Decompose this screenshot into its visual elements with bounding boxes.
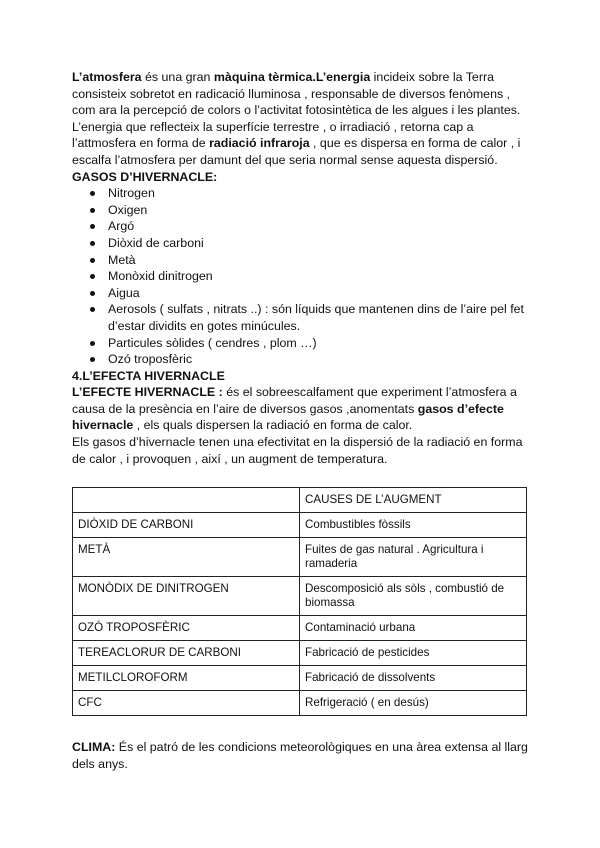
- section4-term: L’EFECTE HIVERNACLE :: [72, 385, 223, 400]
- table-row: [73, 513, 527, 538]
- list-item: Aigua: [90, 285, 534, 302]
- table-cell-cause: Fabricació de dissolvents: [300, 666, 527, 691]
- table-row: [73, 641, 527, 666]
- table-cell-gas: METÀ: [73, 538, 300, 577]
- clima-text: És el patró de les condicions meteorològiques en una àrea extensa al llarg dels anys.: [72, 740, 528, 771]
- section4-heading: 4.L’EFECTA HIVERNACLE: [72, 368, 225, 383]
- list-item: Metà: [90, 252, 534, 269]
- table-cell-gas: DIÒXID DE CARBONI: [73, 513, 300, 538]
- gases-list: [72, 185, 534, 368]
- table-cell-cause: Fuites de gas natural . Agricultura i ramaderia: [300, 538, 527, 577]
- clima-label: CLIMA:: [72, 740, 116, 754]
- list-item: Monòxid dinitrogen: [90, 268, 534, 285]
- table-cell-cause: Refrigeració ( en desús): [300, 691, 527, 716]
- table-cell-gas: TEREACLORUR DE CARBONI: [73, 641, 300, 666]
- list-item: Aerosols ( sulfats , nitrats ..) : són líquids que mantenen dins de l’aire pel fet d’estar dividits en gotes minúcules.: [90, 301, 534, 334]
- intro-paragraph: L’atmosfera és una gran màquina tèrmica.L’energia incideix sobre la Terra consisteix sobretot en radicació lluminosa , responsable de diversos fenòmens , com ara la percepció de colors o l’activitat fotosintètica de les algues i les plantes. L’energia que reflecteix la superfície terrestre , o irradiació , retorna cap a l’attmosfera en forma de radiació infraroja , que es dispersa en forma de calor , i escalfa l’atmosfera per damunt del que seria normal sense aquesta dispersió.: [72, 70, 521, 167]
- causes-table: [72, 487, 527, 716]
- list-item: Diòxid de carboni: [90, 235, 534, 252]
- table-header-cell: CAUSES DE L’AUGMENT: [300, 488, 527, 513]
- table-row: [73, 616, 527, 641]
- gases-heading: GASOS D’HIVERNACLE:: [72, 169, 218, 184]
- table-cell-cause: Descomposició als sòls , combustió de biomassa: [300, 577, 527, 616]
- intro-term-atmosfera: L’atmosfera: [72, 70, 142, 84]
- document-body: [72, 69, 534, 467]
- table-cell-cause: Fabricació de pesticides: [300, 641, 527, 666]
- table-cell-gas: CFC: [73, 691, 300, 716]
- table-row: [73, 691, 527, 716]
- clima-paragraph: [72, 739, 534, 772]
- list-item: Ozó troposfèric: [90, 351, 534, 368]
- table-cell-gas: METILCLOROFORM: [73, 666, 300, 691]
- table-cell-gas: MONÒDIX DE DINITROGEN: [73, 577, 300, 616]
- table-header-cell: [73, 488, 300, 513]
- list-item: Particules sòlides ( cendres , plom …): [90, 335, 534, 352]
- intro-term-radiacio: radiació infraroja: [209, 136, 310, 151]
- table-cell-cause: Combustibles fòssils: [300, 513, 527, 538]
- list-item: Argó: [90, 218, 534, 235]
- list-item: Nitrogen: [90, 185, 534, 202]
- table-header-row: [73, 488, 527, 513]
- table-row: [73, 666, 527, 691]
- intro-term-maquina: màquina tèrmica.L’energia: [213, 70, 371, 84]
- table-cell-cause: Contaminació urbana: [300, 616, 527, 641]
- table-cell-gas: OZÓ TROPOSFÈRIC: [73, 616, 300, 641]
- list-item: Oxigen: [90, 202, 534, 219]
- table-row: [73, 538, 527, 577]
- table-row: [73, 577, 527, 616]
- section4-paragraph: L’EFECTE HIVERNACLE : és el sobreescalfament que experiment l’atmosfera a causa de la presència en l’aire de diversos gasos ,anomentats gasos d’efecte hivernacle , els quals dispersen la radiació en forma de calor. Els gasos d’hivernacle tenen una efectivitat en la dispersió de la radiació en forma de calor , i provoquen , així , un augment de temperatura.: [72, 385, 523, 466]
